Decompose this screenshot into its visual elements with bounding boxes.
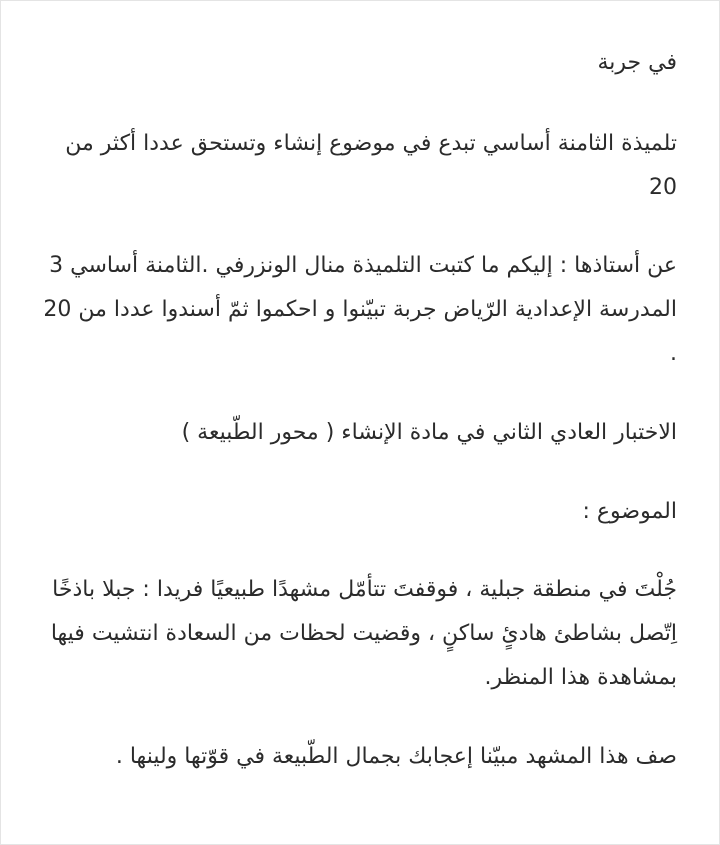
location-line: في جربة	[597, 50, 677, 75]
teacher-note: عن أستاذها : إليكم ما كتبت التلميذة منال الونزرفي .الثامنة أساسي 3 المدرسة الإعدادية الرّياض جربة تبيّنوا و احكموا ثمّ أسندوا عددا من 20 .	[43, 253, 677, 366]
headline: تلميذة الثامنة أساسي تبدع في موضوع إنشاء وتستحق عددا أكثر من 20	[65, 131, 677, 200]
prompt-paragraph: جُلْتَ في منطقة جبلية ، فوقفتَ تتأمّل مشهدًا طبيعيًا فريدا : جبلا باذخًا اِتّصل بشاطئ هادئٍ ساكنٍ ، وقضيت لحظات من السعادة انتشيت فيها بمشاهدة هذا المنظر.	[50, 577, 677, 690]
document-body	[39, 41, 677, 779]
exam-title: الاختبار العادي الثاني في مادة الإنشاء ( محور الطّبيعة )	[181, 420, 677, 445]
task-instruction: صف هذا المشهد مبيّنا إعجابك بجمال الطّبيعة في قوّتها ولينها .	[115, 744, 677, 769]
topic-label: الموضوع :	[582, 499, 677, 524]
